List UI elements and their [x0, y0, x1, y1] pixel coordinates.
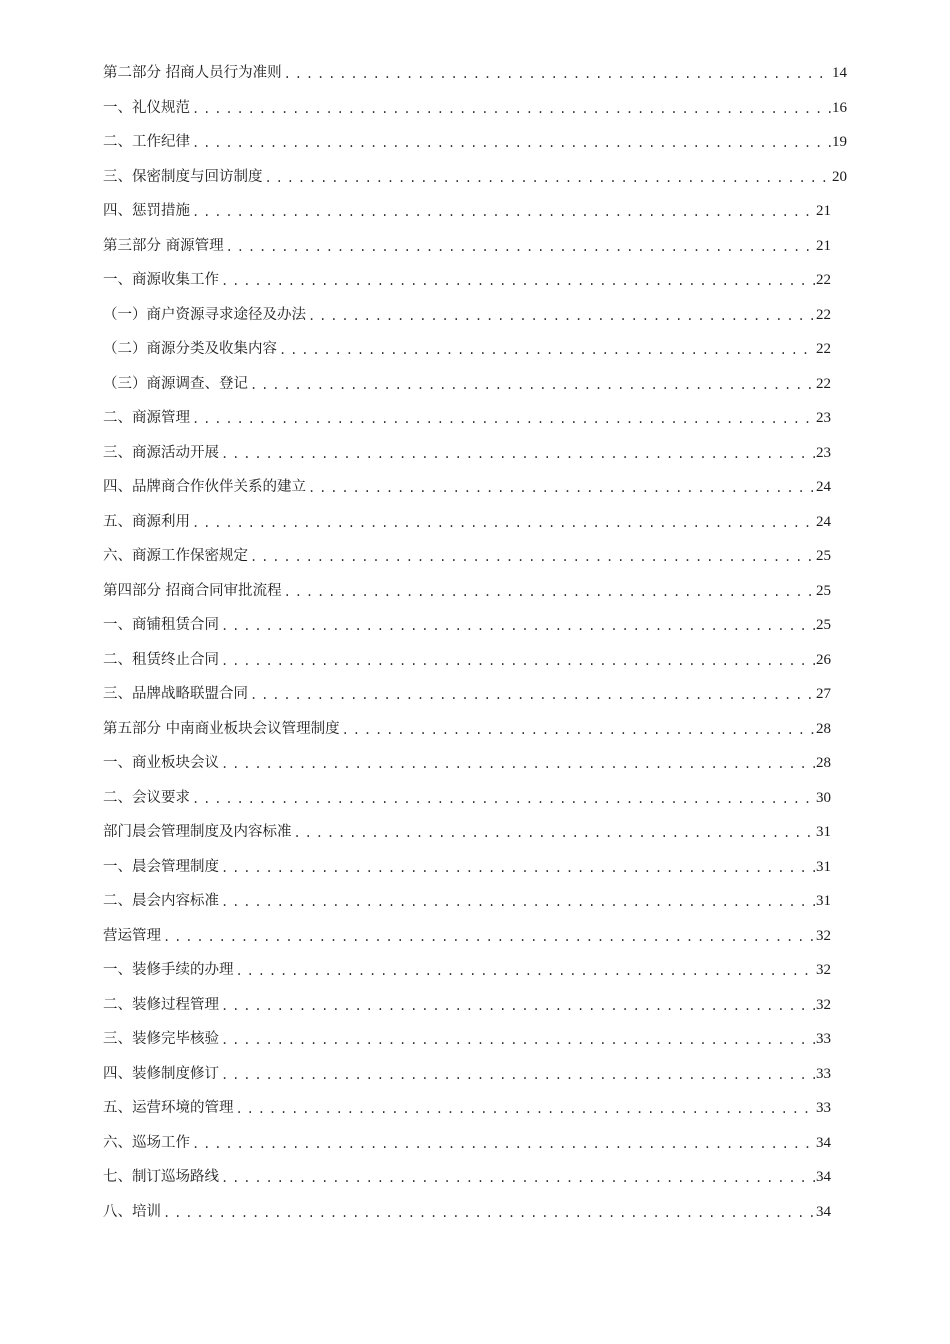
toc-dot-leader: [221, 747, 815, 782]
toc-entry-title: 二、会议要求: [103, 781, 192, 816]
toc-entry-title: 第二部分 招商人员行为准则: [103, 56, 284, 91]
toc-entry-page: 31: [816, 893, 831, 909]
toc-entry-title: 八、培训: [103, 1195, 163, 1230]
toc-entry-page: 25: [816, 617, 831, 633]
toc-dot-leader: [250, 678, 815, 713]
toc-entry[interactable]: [103, 1195, 831, 1230]
toc-entry-title: 四、惩罚措施: [103, 194, 192, 229]
toc-entry-page: 21: [816, 203, 831, 219]
toc-entry[interactable]: [103, 298, 831, 333]
toc-entry-page: 22: [816, 306, 831, 323]
toc-entry-title: 第三部分 商源管理: [103, 229, 226, 264]
toc-entry[interactable]: [103, 160, 847, 195]
toc-dot-leader: [221, 989, 815, 1024]
toc-dot-leader: [221, 1058, 815, 1093]
toc-entry-page: 32: [816, 927, 831, 944]
toc-entry[interactable]: [103, 436, 831, 471]
toc-dot-leader: [308, 471, 815, 506]
toc-entry-title: 四、装修制度修订: [103, 1057, 221, 1092]
toc-entry[interactable]: [103, 125, 847, 160]
toc-entry-page: 26: [816, 651, 831, 668]
toc-entry-title: （三）商源调查、登记: [103, 367, 250, 402]
toc-entry-page: 32: [816, 996, 831, 1013]
toc-entry-page: 22: [816, 341, 831, 357]
toc-entry-page: 31: [816, 858, 831, 875]
toc-dot-leader: [284, 57, 831, 92]
toc-entry[interactable]: [103, 953, 831, 988]
toc-entry-page: 14: [832, 65, 847, 81]
toc-dot-leader: [294, 816, 816, 851]
toc-entry-page: 23: [816, 444, 831, 461]
toc-entry[interactable]: [103, 643, 831, 678]
toc-entry-title: 一、晨会管理制度: [103, 850, 221, 885]
toc-dot-leader: [192, 126, 831, 161]
toc-dot-leader: [163, 920, 815, 955]
toc-entry-title: 一、商铺租赁合同: [103, 608, 221, 643]
toc-dot-leader: [284, 575, 815, 610]
toc-entry-title: 三、商源活动开展: [103, 436, 221, 471]
toc-entry-page: 32: [816, 962, 831, 978]
toc-entry[interactable]: [103, 988, 831, 1023]
toc-entry-page: 34: [816, 1203, 831, 1220]
toc-entry-page: 27: [816, 686, 831, 702]
toc-entry[interactable]: [103, 1160, 831, 1195]
toc-entry-page: 19: [832, 134, 847, 150]
toc-entry[interactable]: [103, 712, 831, 747]
toc-entry[interactable]: [103, 781, 831, 816]
toc-dot-leader: [221, 1161, 815, 1196]
toc-entry-page: 28: [816, 755, 831, 771]
toc-dot-leader: [250, 540, 815, 575]
toc-entry-title: 六、商源工作保密规定: [103, 539, 250, 574]
toc-entry-title: 五、商源利用: [103, 505, 192, 540]
toc-entry-page: 23: [816, 410, 831, 426]
toc-entry-page: 33: [816, 1031, 831, 1047]
toc-dot-leader: [308, 299, 815, 334]
toc-entry-title: 一、商源收集工作: [103, 263, 221, 298]
toc-entry[interactable]: [103, 367, 831, 402]
toc-entry[interactable]: [103, 815, 831, 850]
toc-entry-page: 25: [816, 548, 831, 564]
toc-dot-leader: [192, 195, 815, 230]
toc-entry-title: 二、商源管理: [103, 401, 192, 436]
toc-dot-leader: [265, 161, 832, 196]
toc-dot-leader: [192, 1127, 815, 1162]
toc-entry-title: 四、品牌商合作伙伴关系的建立: [103, 470, 308, 505]
toc-entry-title: （二）商源分类及收集内容: [103, 332, 279, 367]
toc-entry-title: 部门晨会管理制度及内容标准: [103, 815, 294, 850]
toc-entry[interactable]: [103, 1126, 831, 1161]
toc-entry-title: 五、运营环境的管理: [103, 1091, 236, 1126]
toc-entry-title: 六、巡场工作: [103, 1126, 192, 1161]
toc-entry-page: 34: [816, 1134, 831, 1151]
toc-dot-leader: [192, 782, 815, 817]
toc-entry[interactable]: [103, 263, 831, 298]
toc-entry-page: 28: [816, 720, 831, 737]
toc-dot-leader: [236, 1092, 816, 1127]
toc-entry-page: 22: [816, 375, 831, 392]
toc-entry[interactable]: [103, 884, 831, 919]
toc-dot-leader: [221, 1023, 815, 1058]
toc-dot-leader: [226, 230, 815, 265]
toc-entry-title: 三、品牌战略联盟合同: [103, 677, 250, 712]
toc-dot-leader: [221, 437, 815, 472]
toc-entry-page: 21: [816, 237, 831, 254]
toc-entry[interactable]: [103, 677, 831, 712]
toc-entry-title: 一、装修手续的办理: [103, 953, 236, 988]
toc-entry[interactable]: [103, 574, 831, 609]
toc-entry-title: 二、租赁终止合同: [103, 643, 221, 678]
toc-entry-page: 33: [816, 1100, 831, 1116]
toc-entry-page: 22: [816, 272, 831, 288]
toc-dot-leader: [192, 506, 815, 541]
toc-entry[interactable]: [103, 746, 831, 781]
toc-entry-title: 营运管理: [103, 919, 163, 954]
toc-entry-page: 24: [816, 479, 831, 495]
toc-entry[interactable]: [103, 919, 831, 954]
toc-dot-leader: [221, 264, 815, 299]
table-of-contents: [0, 56, 950, 1229]
toc-dot-leader: [192, 92, 831, 127]
toc-entry[interactable]: [103, 505, 831, 540]
toc-entry[interactable]: [103, 91, 847, 126]
toc-entry[interactable]: [103, 470, 831, 505]
toc-entry-title: 三、装修完毕核验: [103, 1022, 221, 1057]
toc-entry[interactable]: [103, 56, 847, 91]
toc-entry-title: 七、制订巡场路线: [103, 1160, 221, 1195]
toc-entry[interactable]: [103, 194, 831, 229]
toc-entry-title: 三、保密制度与回访制度: [103, 160, 265, 195]
toc-entry-page: 30: [816, 789, 831, 806]
toc-entry-title: 二、工作纪律: [103, 125, 192, 160]
toc-entry[interactable]: [103, 1022, 831, 1057]
toc-entry-page: 16: [832, 99, 847, 116]
toc-entry[interactable]: [103, 401, 831, 436]
toc-dot-leader: [279, 333, 815, 368]
toc-entry[interactable]: [103, 850, 831, 885]
toc-dot-leader: [221, 885, 815, 920]
toc-dot-leader: [221, 644, 815, 679]
toc-entry[interactable]: [103, 1091, 831, 1126]
toc-dot-leader: [236, 954, 816, 989]
toc-entry-title: （一）商户资源寻求途径及办法: [103, 298, 308, 333]
toc-entry-page: 24: [816, 513, 831, 530]
toc-entry-title: 二、晨会内容标准: [103, 884, 221, 919]
toc-dot-leader: [192, 402, 815, 437]
toc-dot-leader: [250, 368, 815, 403]
toc-entry-page: 33: [816, 1065, 831, 1082]
toc-entry-title: 一、商业板块会议: [103, 746, 221, 781]
toc-dot-leader: [221, 851, 815, 886]
toc-entry[interactable]: [103, 608, 831, 643]
toc-entry-page: 34: [816, 1169, 831, 1185]
toc-entry-title: 第五部分 中南商业板块会议管理制度: [103, 712, 342, 747]
toc-entry-title: 一、礼仪规范: [103, 91, 192, 126]
toc-entry-page: 25: [816, 582, 831, 599]
toc-entry-page: 31: [816, 824, 831, 840]
toc-entry[interactable]: [103, 332, 831, 367]
toc-dot-leader: [221, 609, 815, 644]
toc-entry[interactable]: [103, 539, 831, 574]
toc-entry[interactable]: [103, 1057, 831, 1092]
toc-entry-page: 20: [832, 168, 847, 185]
toc-dot-leader: [163, 1196, 815, 1231]
toc-entry-title: 二、装修过程管理: [103, 988, 221, 1023]
toc-entry[interactable]: [103, 229, 831, 264]
toc-dot-leader: [342, 713, 815, 748]
toc-entry-title: 第四部分 招商合同审批流程: [103, 574, 284, 609]
